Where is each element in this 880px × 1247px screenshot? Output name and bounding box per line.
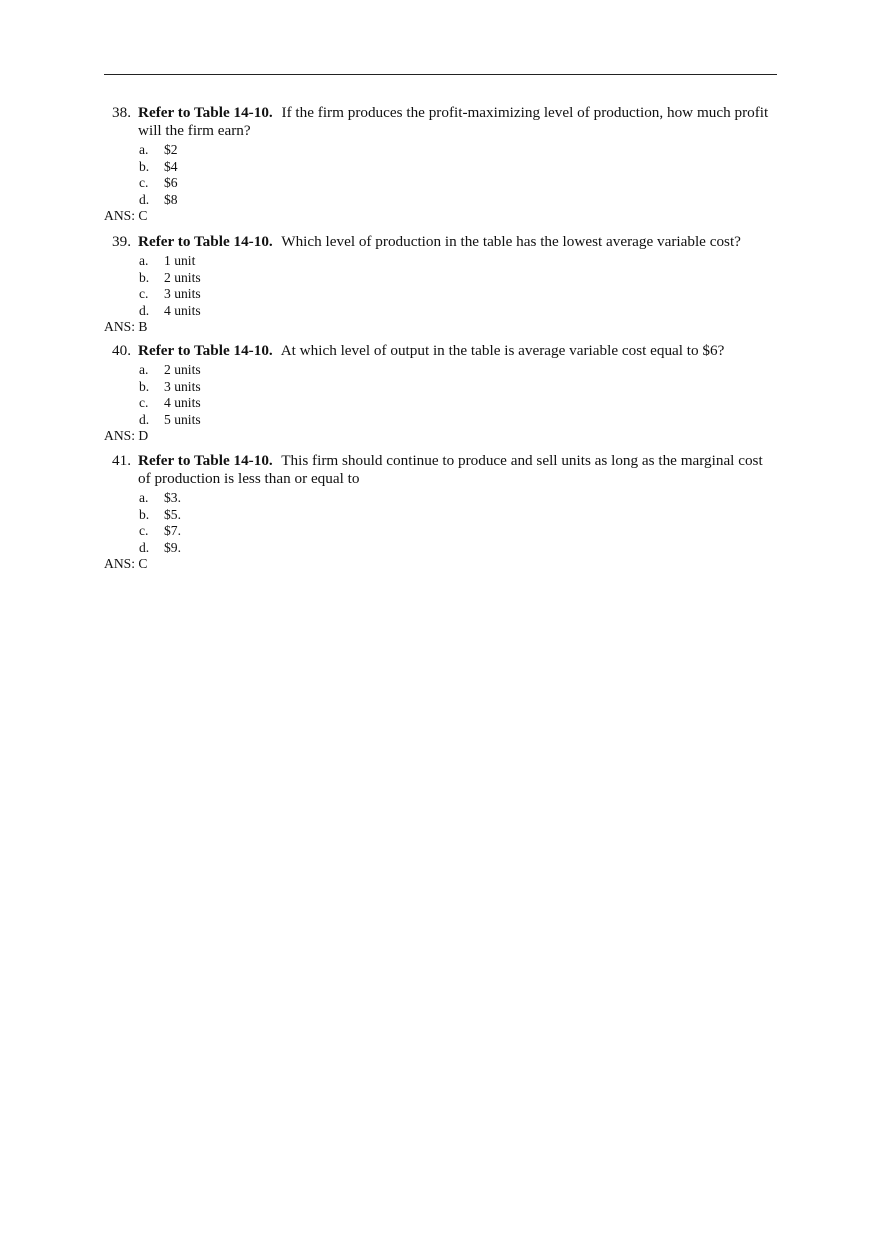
option-letter: a. <box>139 490 149 505</box>
option-d <box>104 540 777 557</box>
question-38 <box>104 104 777 224</box>
option-letter: d. <box>139 411 150 427</box>
option-letter: d. <box>139 191 150 207</box>
table-reference: Refer to Table 14-10. <box>138 342 273 359</box>
question-text: If the firm produces the profit-maximizing level of production, how much profit will the firm earn? <box>138 104 769 139</box>
option-text: $2 <box>164 142 178 157</box>
option-text: 3 units <box>164 378 201 394</box>
option-d <box>104 412 777 429</box>
answer-key: ANS: C <box>104 208 148 224</box>
option-letter: c. <box>139 523 149 539</box>
question-41 <box>104 452 777 572</box>
answer-key: ANS: C <box>104 556 148 572</box>
option-a <box>104 490 777 507</box>
answer-options <box>104 362 777 428</box>
option-d <box>104 303 777 320</box>
option-letter: d. <box>139 539 150 555</box>
option-letter: a. <box>139 362 149 377</box>
option-letter: a. <box>139 253 149 268</box>
question-stem <box>104 452 777 488</box>
table-reference: Refer to Table 14-10. <box>138 452 273 469</box>
option-a <box>104 362 777 379</box>
table-reference: Refer to Table 14-10. <box>138 104 273 121</box>
option-text: $8 <box>164 191 178 207</box>
question-text: At which level of output in the table is average variable cost equal to $6? <box>280 342 725 359</box>
option-text: 3 units <box>164 286 201 302</box>
option-letter: a. <box>139 142 149 157</box>
option-c <box>104 395 777 412</box>
option-text: $3. <box>164 490 181 505</box>
option-b <box>104 379 777 396</box>
question-stem <box>104 233 777 251</box>
header-rule <box>104 74 777 75</box>
question-number: 39. <box>112 233 131 250</box>
option-text: $4 <box>164 158 178 174</box>
option-letter: c. <box>139 286 149 302</box>
table-reference: Refer to Table 14-10. <box>138 233 273 250</box>
option-text: 4 units <box>164 302 201 318</box>
question-39 <box>104 233 777 335</box>
option-b <box>104 270 777 287</box>
option-letter: b. <box>139 269 150 285</box>
option-letter: b. <box>139 506 150 522</box>
option-c <box>104 175 777 192</box>
question-number: 38. <box>112 104 131 121</box>
question-stem <box>104 342 777 360</box>
option-text: $6 <box>164 175 178 191</box>
question-text: Which level of production in the table has the lowest average variable cost? <box>281 233 741 250</box>
option-text: 2 units <box>164 362 201 377</box>
option-letter: c. <box>139 175 149 191</box>
option-a <box>104 253 777 270</box>
option-letter: b. <box>139 158 150 174</box>
option-text: 4 units <box>164 395 201 411</box>
option-d <box>104 192 777 209</box>
option-text: $5. <box>164 506 181 522</box>
option-text: $9. <box>164 539 181 555</box>
answer-options <box>104 142 777 208</box>
option-c <box>104 286 777 303</box>
option-b <box>104 507 777 524</box>
question-text: This firm should continue to produce and sell units as long as the marginal cost of production is less than or equal to <box>138 452 763 487</box>
option-text: 5 units <box>164 411 201 427</box>
option-text: 1 unit <box>164 253 196 268</box>
question-number: 41. <box>112 452 131 469</box>
question-stem <box>104 104 777 140</box>
option-text: 2 units <box>164 269 201 285</box>
option-a <box>104 142 777 159</box>
option-c <box>104 523 777 540</box>
option-text: $7. <box>164 523 181 539</box>
option-letter: b. <box>139 378 150 394</box>
answer-key: ANS: D <box>104 428 149 444</box>
option-b <box>104 159 777 176</box>
option-letter: c. <box>139 395 149 411</box>
question-40 <box>104 342 777 444</box>
answer-options <box>104 253 777 319</box>
question-number: 40. <box>112 342 131 359</box>
answer-key: ANS: B <box>104 319 148 335</box>
answer-options <box>104 490 777 556</box>
option-letter: d. <box>139 302 150 318</box>
